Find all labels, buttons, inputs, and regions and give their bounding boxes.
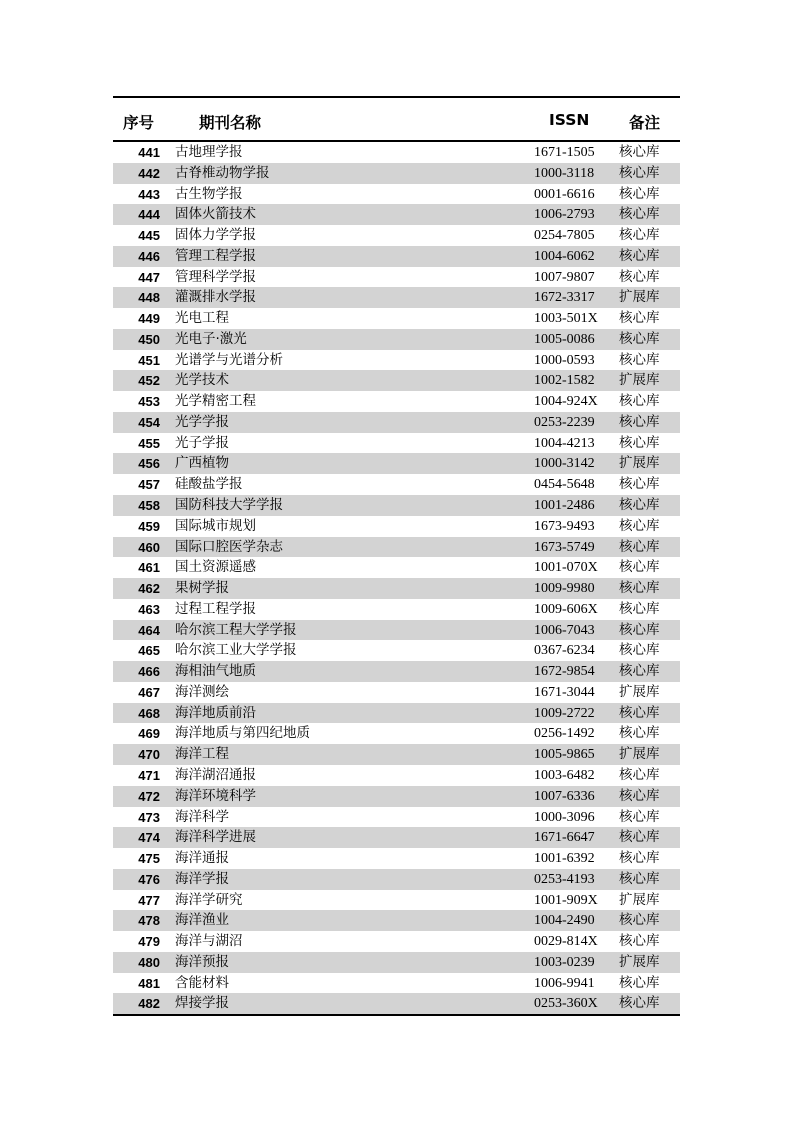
table-row: [113, 744, 680, 765]
row-remark: 扩展库: [619, 746, 660, 763]
row-serial-number: 450: [138, 331, 160, 347]
row-journal-name: 海洋湖沼通报: [175, 766, 256, 783]
row-journal-name: 焊接学报: [175, 995, 229, 1012]
table-row: [113, 350, 680, 371]
row-issn: 1671-3044: [534, 684, 595, 700]
row-issn: 0253-360X: [534, 996, 598, 1012]
row-serial-number: 467: [138, 684, 160, 700]
row-journal-name: 海洋渔业: [175, 912, 229, 929]
row-journal-name: 海洋地质与第四纪地质: [175, 725, 310, 742]
row-remark: 核心库: [619, 850, 660, 867]
table-row: [113, 204, 680, 225]
table-row: [113, 827, 680, 848]
row-remark: 核心库: [619, 912, 660, 929]
row-issn: 1000-3096: [534, 809, 595, 825]
table-row: [113, 993, 680, 1014]
row-issn: 1001-070X: [534, 560, 598, 576]
table-row: [113, 765, 680, 786]
row-serial-number: 475: [138, 851, 160, 867]
journal-table: [113, 96, 680, 1016]
row-issn: 0001-6616: [534, 186, 595, 202]
row-serial-number: 444: [138, 207, 160, 223]
row-remark: 核心库: [619, 600, 660, 617]
row-serial-number: 472: [138, 788, 160, 804]
row-journal-name: 光子学报: [175, 434, 229, 451]
row-journal-name: 哈尔滨工程大学学报: [175, 621, 297, 638]
row-remark: 核心库: [619, 870, 660, 887]
row-serial-number: 456: [138, 456, 160, 472]
table-row: [113, 869, 680, 890]
row-issn: 0454-5648: [534, 477, 595, 493]
row-journal-name: 灌溉排水学报: [175, 289, 256, 306]
row-serial-number: 455: [138, 435, 160, 451]
table-row: [113, 661, 680, 682]
row-remark: 核心库: [619, 393, 660, 410]
row-issn: 1005-9865: [534, 747, 595, 763]
row-journal-name: 固体火箭技术: [175, 206, 256, 223]
row-serial-number: 477: [138, 892, 160, 908]
row-serial-number: 473: [138, 809, 160, 825]
row-issn: 1007-6336: [534, 788, 595, 804]
row-serial-number: 460: [138, 539, 160, 555]
row-serial-number: 466: [138, 664, 160, 680]
row-serial-number: 471: [138, 767, 160, 783]
row-issn: 1672-3317: [534, 290, 595, 306]
row-issn: 1003-0239: [534, 954, 595, 970]
header-issn: ISSN: [549, 111, 590, 129]
table-row: [113, 308, 680, 329]
row-serial-number: 461: [138, 560, 160, 576]
row-issn: 1001-909X: [534, 892, 598, 908]
row-journal-name: 光学学报: [175, 413, 229, 430]
row-journal-name: 海洋地质前沿: [175, 704, 256, 721]
row-serial-number: 458: [138, 498, 160, 514]
row-journal-name: 海洋与湖沼: [175, 933, 243, 950]
row-issn: 1005-0086: [534, 331, 595, 347]
row-journal-name: 广西植物: [175, 455, 229, 472]
row-issn: 1001-2486: [534, 498, 595, 514]
row-remark: 核心库: [619, 559, 660, 576]
row-journal-name: 光电工程: [175, 310, 229, 327]
row-journal-name: 光学精密工程: [175, 393, 256, 410]
row-remark: 核心库: [619, 621, 660, 638]
row-serial-number: 443: [138, 186, 160, 202]
row-serial-number: 479: [138, 934, 160, 950]
row-remark: 核心库: [619, 206, 660, 223]
row-journal-name: 国际城市规划: [175, 517, 256, 534]
row-serial-number: 480: [138, 954, 160, 970]
row-remark: 核心库: [619, 517, 660, 534]
table-row: [113, 578, 680, 599]
row-issn: 1004-924X: [534, 394, 598, 410]
table-body: [113, 142, 680, 1014]
row-remark: 扩展库: [619, 953, 660, 970]
row-remark: 核心库: [619, 185, 660, 202]
row-journal-name: 古脊椎动物学报: [175, 164, 270, 181]
row-journal-name: 国防科技大学学报: [175, 497, 283, 514]
row-issn: 0254-7805: [534, 228, 595, 244]
row-serial-number: 448: [138, 290, 160, 306]
row-journal-name: 海洋科学: [175, 808, 229, 825]
row-issn: 1000-3118: [534, 165, 595, 181]
table-row: [113, 453, 680, 474]
row-journal-name: 海洋环境科学: [175, 787, 256, 804]
table-row: [113, 433, 680, 454]
row-remark: 扩展库: [619, 289, 660, 306]
row-issn: 1006-7043: [534, 622, 595, 638]
row-issn: 1009-9980: [534, 581, 595, 597]
row-issn: 1009-2722: [534, 705, 595, 721]
row-issn: 1004-6062: [534, 248, 595, 264]
row-remark: 扩展库: [619, 455, 660, 472]
row-issn: 1673-9493: [534, 518, 595, 534]
row-serial-number: 481: [138, 975, 160, 991]
row-issn: 1006-2793: [534, 207, 595, 223]
row-issn: 1004-4213: [534, 435, 595, 451]
table-row: [113, 848, 680, 869]
row-serial-number: 469: [138, 726, 160, 742]
row-remark: 核心库: [619, 725, 660, 742]
row-remark: 核心库: [619, 144, 660, 160]
row-remark: 核心库: [619, 434, 660, 451]
row-serial-number: 470: [138, 747, 160, 763]
row-issn: 0367-6234: [534, 643, 595, 659]
row-issn: 1671-1505: [534, 145, 595, 160]
row-remark: 扩展库: [619, 891, 660, 908]
row-issn: 1003-501X: [534, 311, 598, 327]
row-issn: 1002-1582: [534, 373, 595, 389]
row-journal-name: 古生物学报: [175, 185, 243, 202]
row-issn: 1006-9941: [534, 975, 595, 991]
row-remark: 核心库: [619, 351, 660, 368]
row-serial-number: 463: [138, 601, 160, 617]
row-remark: 核心库: [619, 787, 660, 804]
row-issn: 1009-606X: [534, 601, 598, 617]
row-serial-number: 441: [138, 145, 160, 160]
row-remark: 核心库: [619, 580, 660, 597]
row-serial-number: 442: [138, 165, 160, 181]
table-row: [113, 412, 680, 433]
row-serial-number: 464: [138, 622, 160, 638]
row-serial-number: 476: [138, 871, 160, 887]
row-serial-number: 449: [138, 311, 160, 327]
table-row: [113, 370, 680, 391]
row-remark: 核心库: [619, 704, 660, 721]
table-row: [113, 495, 680, 516]
row-remark: 核心库: [619, 310, 660, 327]
header-remark: 备注: [629, 114, 661, 132]
table-row: [113, 391, 680, 412]
row-issn: 0256-1492: [534, 726, 595, 742]
table-row: [113, 931, 680, 952]
row-issn: 1672-9854: [534, 664, 595, 680]
row-remark: 核心库: [619, 330, 660, 347]
row-issn: 0253-2239: [534, 414, 595, 430]
table-row: [113, 723, 680, 744]
row-issn: 1001-6392: [534, 851, 595, 867]
row-journal-name: 海相油气地质: [175, 663, 256, 680]
row-journal-name: 光学技术: [175, 372, 229, 389]
table-row: [113, 973, 680, 994]
row-remark: 核心库: [619, 227, 660, 244]
row-remark: 核心库: [619, 663, 660, 680]
row-serial-number: 446: [138, 248, 160, 264]
row-journal-name: 国土资源遥感: [175, 559, 256, 576]
table-row: [113, 786, 680, 807]
row-remark: 核心库: [619, 268, 660, 285]
row-journal-name: 海洋工程: [175, 746, 229, 763]
row-journal-name: 管理工程学报: [175, 247, 256, 264]
row-journal-name: 海洋通报: [175, 850, 229, 867]
row-remark: 扩展库: [619, 683, 660, 700]
table-row: [113, 184, 680, 205]
row-remark: 核心库: [619, 766, 660, 783]
row-serial-number: 478: [138, 913, 160, 929]
row-journal-name: 含能材料: [175, 974, 229, 991]
row-serial-number: 445: [138, 228, 160, 244]
row-remark: 核心库: [619, 476, 660, 493]
row-issn: 1000-0593: [534, 352, 595, 368]
table-row: [113, 516, 680, 537]
row-serial-number: 468: [138, 705, 160, 721]
row-journal-name: 海洋学研究: [175, 891, 243, 908]
row-remark: 核心库: [619, 164, 660, 181]
row-remark: 核心库: [619, 829, 660, 846]
header-journal-name: 期刊名称: [199, 114, 262, 132]
table-row: [113, 287, 680, 308]
row-serial-number: 482: [138, 996, 160, 1012]
row-serial-number: 459: [138, 518, 160, 534]
row-issn: 1000-3142: [534, 456, 595, 472]
row-issn: 1007-9807: [534, 269, 595, 285]
row-journal-name: 海洋测绘: [175, 683, 229, 700]
row-issn: 0029-814X: [534, 934, 598, 950]
table-row: [113, 225, 680, 246]
row-journal-name: 国际口腔医学杂志: [175, 538, 283, 555]
table-row: [113, 703, 680, 724]
table-row: [113, 682, 680, 703]
table-row: [113, 474, 680, 495]
table-row: [113, 163, 680, 184]
row-remark: 核心库: [619, 995, 660, 1012]
row-remark: 核心库: [619, 933, 660, 950]
row-remark: 核心库: [619, 497, 660, 514]
row-journal-name: 古地理学报: [175, 144, 243, 160]
row-journal-name: 哈尔滨工业大学学报: [175, 642, 297, 659]
table-row: [113, 890, 680, 911]
row-serial-number: 454: [138, 414, 160, 430]
table-row: [113, 599, 680, 620]
row-serial-number: 447: [138, 269, 160, 285]
table-row: [113, 620, 680, 641]
row-issn: 1003-6482: [534, 767, 595, 783]
row-remark: 核心库: [619, 974, 660, 991]
row-journal-name: 海洋学报: [175, 870, 229, 887]
row-serial-number: 451: [138, 352, 160, 368]
row-remark: 核心库: [619, 413, 660, 430]
row-serial-number: 453: [138, 394, 160, 410]
row-remark: 核心库: [619, 247, 660, 264]
row-serial-number: 465: [138, 643, 160, 659]
row-issn: 1673-5749: [534, 539, 595, 555]
table-row: [113, 640, 680, 661]
table-row: [113, 246, 680, 267]
row-remark: 扩展库: [619, 372, 660, 389]
table-row: [113, 537, 680, 558]
row-journal-name: 光电子·激光: [175, 330, 247, 347]
row-issn: 1004-2490: [534, 913, 595, 929]
row-remark: 核心库: [619, 538, 660, 555]
row-serial-number: 457: [138, 477, 160, 493]
row-journal-name: 海洋预报: [175, 953, 229, 970]
table-row: [113, 952, 680, 973]
table-row: [113, 329, 680, 350]
row-journal-name: 光谱学与光谱分析: [175, 351, 283, 368]
row-journal-name: 过程工程学报: [175, 600, 256, 617]
table-row: [113, 807, 680, 828]
row-remark: 核心库: [619, 642, 660, 659]
row-issn: 0253-4193: [534, 871, 595, 887]
header-serial-number: 序号: [123, 114, 155, 132]
row-issn: 1671-6647: [534, 830, 595, 846]
row-journal-name: 管理科学学报: [175, 268, 256, 285]
row-serial-number: 474: [138, 830, 160, 846]
table-row: [113, 267, 680, 288]
row-journal-name: 海洋科学进展: [175, 829, 256, 846]
row-journal-name: 固体力学学报: [175, 227, 256, 244]
row-remark: 核心库: [619, 808, 660, 825]
row-journal-name: 硅酸盐学报: [175, 476, 243, 493]
table-row: [113, 142, 680, 163]
row-serial-number: 462: [138, 581, 160, 597]
table-header: [113, 98, 680, 142]
row-journal-name: 果树学报: [175, 580, 229, 597]
row-serial-number: 452: [138, 373, 160, 389]
table-row: [113, 557, 680, 578]
table-row: [113, 910, 680, 931]
